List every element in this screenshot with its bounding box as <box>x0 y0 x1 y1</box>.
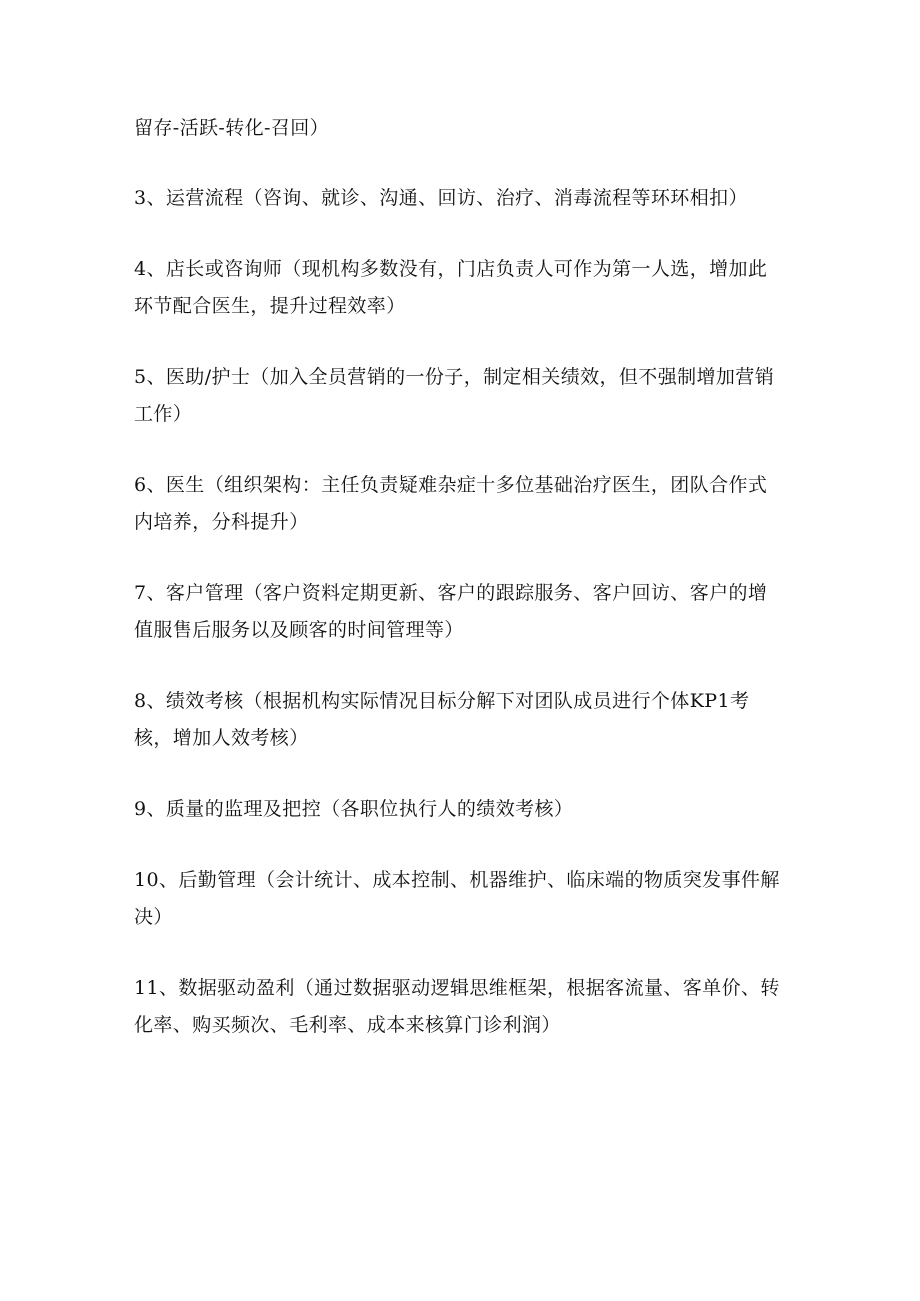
paragraph-doctor: 6、医生（组织架构：主任负责疑难杂症十多位基础治疗医生，团队合作式内培养，分科提升） <box>134 474 768 533</box>
paragraph-retention-cycle: 留存-活跃-转化-召回） <box>134 117 330 139</box>
paragraph-logistics-management: 10、后勤管理（会计统计、成本控制、机器维护、临床端的物质突发事件解决） <box>134 869 780 928</box>
paragraph-medical-assistant: 5、医助/护士（加入全员营销的一份子，制定相关绩效，但不强制增加营销工作） <box>134 366 775 425</box>
document-body <box>134 110 784 1078</box>
paragraph-store-manager: 4、店长或咨询师（现机构多数没有，门店负责人可作为第一人选，增加此环节配合医生，提升过程效率） <box>134 258 768 317</box>
paragraph-performance-assessment: 8、绩效考核（根据机构实际情况目标分解下对团队成员进行个体KP1考核，增加人效考核） <box>134 690 750 749</box>
paragraph-customer-management: 7、客户管理（客户资料定期更新、客户的跟踪服务、客户回访、客户的增值服售后服务以及顾客的时间管理等） <box>134 582 768 641</box>
paragraph-operation-process: 3、运营流程（咨询、就诊、沟通、回访、治疗、消毒流程等环环相扣） <box>134 187 748 209</box>
paragraph-quality-control: 9、质量的监理及把控（各职位执行人的绩效考核） <box>134 798 574 820</box>
paragraph-data-driven-profit: 11、数据驱动盈利（通过数据驱动逻辑思维框架，根据客流量、客单价、转化率、购买频次、毛利率、成本来核算门诊利润） <box>134 977 780 1036</box>
